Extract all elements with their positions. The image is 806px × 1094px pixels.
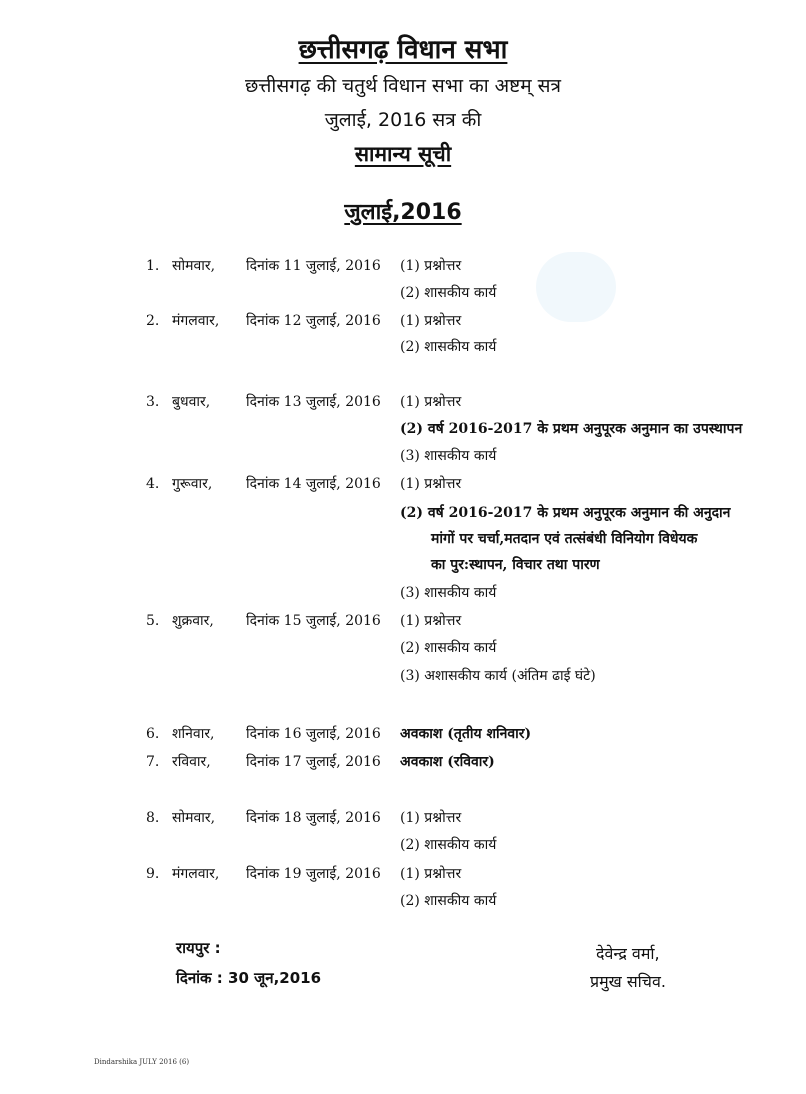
entry-date: दिनांक 13 जुलाई, 2016 (246, 394, 381, 410)
entry-number: 6. (146, 726, 160, 742)
entry-number: 1. (146, 258, 160, 274)
entry-day: शनिवार, (172, 726, 215, 742)
entry-number: 2. (146, 313, 160, 329)
signatory-title: प्रमुख सचिव. (590, 972, 666, 991)
agenda-item: (1) प्रश्नोत्तर (400, 866, 462, 882)
agenda-item: (2) वर्ष 2016-2017 के प्रथम अनुपूरक अनुमान का उपस्थापन (400, 421, 743, 437)
entry-day: सोमवार, (172, 258, 216, 274)
agenda-item: (1) प्रश्नोत्तर (400, 313, 462, 329)
entry-day: मंगलवार, (172, 866, 220, 882)
agenda-item: (2) शासकीय कार्य (400, 640, 497, 656)
holiday-note: अवकाश (तृतीय शनिवार) (400, 726, 532, 742)
agenda-item: (1) प्रश्नोत्तर (400, 613, 462, 629)
entry-date: दिनांक 17 जुलाई, 2016 (246, 754, 381, 770)
footer-date: दिनांक : 30 जून,2016 (176, 969, 322, 987)
entry-date: दिनांक 12 जुलाई, 2016 (246, 313, 381, 329)
holiday-note: अवकाश (रविवार) (400, 754, 495, 770)
agenda-item: (3) अशासकीय कार्य (अंतिम ढाई घंटे) (400, 668, 596, 684)
agenda-item: (2) शासकीय कार्य (400, 339, 497, 355)
entry-day: बुधवार, (172, 394, 211, 410)
agenda-item: (1) प्रश्नोत्तर (400, 810, 462, 826)
agenda-item-line: मांगों पर चर्चा,मतदान एवं तत्संबंधी विनियोग विधेयक (431, 531, 698, 547)
entry-day: सोमवार, (172, 810, 216, 826)
entry-number: 3. (146, 394, 160, 410)
file-reference: Dindarshika JULY 2016 (6) (94, 1058, 190, 1066)
agenda-item-line: (2) वर्ष 2016-2017 के प्रथम अनुपूरक अनुमान की अनुदान (400, 505, 731, 521)
agenda-item: (2) शासकीय कार्य (400, 285, 497, 301)
entry-date: दिनांक 14 जुलाई, 2016 (246, 476, 381, 492)
month-session-line: जुलाई, 2016 सत्र की (324, 109, 482, 131)
entry-day: मंगलवार, (172, 313, 220, 329)
entry-day: गुरूवार, (172, 476, 213, 492)
entry-number: 5. (146, 613, 160, 629)
faint-stamp-mark (536, 252, 616, 322)
agenda-item: (1) प्रश्नोत्तर (400, 476, 462, 492)
entry-date: दिनांक 16 जुलाई, 2016 (246, 726, 381, 742)
entry-number: 9. (146, 866, 160, 882)
entry-day: शुक्रवार, (172, 613, 214, 629)
list-title: सामान्य सूची (354, 142, 452, 166)
session-line: छत्तीसगढ़ की चतुर्थ विधान सभा का अष्टम् सत्र (244, 75, 561, 97)
agenda-item-multiline (400, 500, 760, 578)
agenda-item: (1) प्रश्नोत्तर (400, 258, 462, 274)
agenda-item: (2) शासकीय कार्य (400, 837, 497, 853)
agenda-item: (1) प्रश्नोत्तर (400, 394, 462, 410)
entry-date: दिनांक 15 जुलाई, 2016 (246, 613, 381, 629)
agenda-item: (3) शासकीय कार्य (400, 585, 497, 601)
footer-place: रायपुर : (176, 939, 221, 957)
agenda-item: (3) शासकीय कार्य (400, 448, 497, 464)
month-heading: जुलाई,2016 (344, 200, 462, 225)
agenda-item-line: का पुर:स्थापन, विचार तथा पारण (431, 557, 600, 573)
agenda-item: (2) शासकीय कार्य (400, 893, 497, 909)
entry-number: 7. (146, 754, 160, 770)
signatory-name: देवेन्द्र वर्मा, (596, 944, 660, 963)
entry-number: 8. (146, 810, 160, 826)
entry-date: दिनांक 18 जुलाई, 2016 (246, 810, 381, 826)
org-title: छत्तीसगढ़ विधान सभा (298, 35, 508, 65)
entry-date: दिनांक 19 जुलाई, 2016 (246, 866, 381, 882)
entry-day: रविवार, (172, 754, 211, 770)
entry-number: 4. (146, 476, 160, 492)
entry-date: दिनांक 11 जुलाई, 2016 (246, 258, 381, 274)
